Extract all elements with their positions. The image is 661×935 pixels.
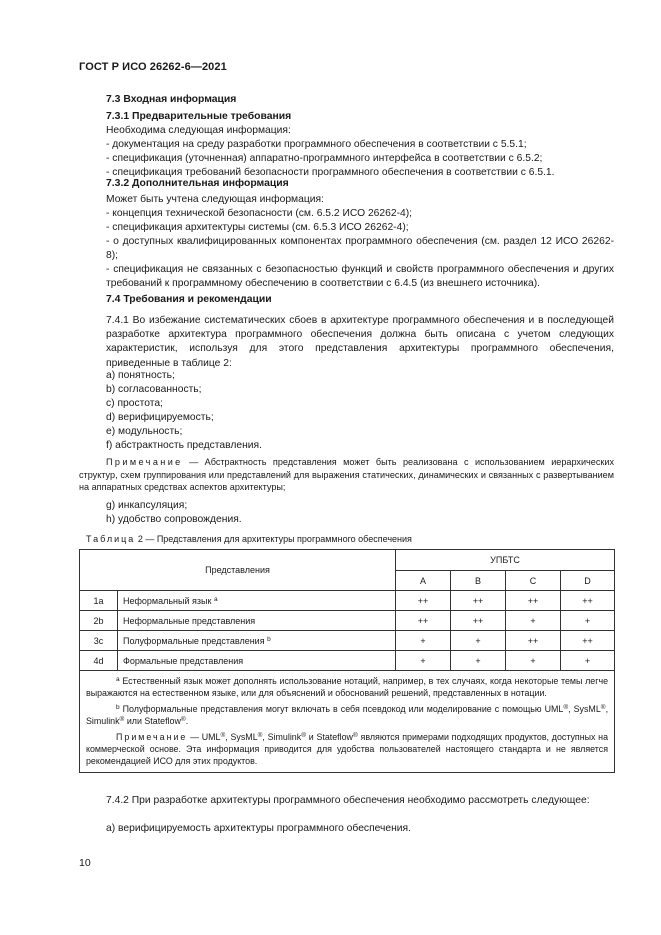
table-caption bbox=[86, 534, 412, 544]
section-7-3-2-heading: 7.3.2 Дополнительная информация bbox=[106, 178, 289, 189]
note-abstraction bbox=[79, 456, 614, 494]
row-name: Формальные представления bbox=[118, 651, 396, 671]
page-number: 10 bbox=[79, 857, 91, 869]
table-footnotes bbox=[80, 671, 615, 773]
cell-value: + bbox=[506, 611, 561, 631]
row-id: 3c bbox=[80, 631, 118, 651]
table-row bbox=[80, 651, 615, 671]
cell-value: ++ bbox=[506, 591, 561, 611]
cell-value: ++ bbox=[561, 631, 615, 651]
list-item: h) удобство сопровождения. bbox=[106, 514, 242, 525]
cell-value: + bbox=[396, 631, 451, 651]
cell-value: ++ bbox=[451, 611, 506, 631]
list-item: - концепция технической безопасности (см. 6.5.2 ИСО 26262-4); bbox=[106, 208, 413, 219]
cell-value: + bbox=[561, 611, 615, 631]
cell-value: + bbox=[451, 631, 506, 651]
section-7-3-2-intro: Может быть учтена следующая информация: bbox=[106, 194, 324, 205]
table-2 bbox=[79, 549, 615, 773]
note-label: Примечание bbox=[106, 457, 183, 467]
cell-value: ++ bbox=[451, 591, 506, 611]
section-7-3-1-intro: Необходима следующая информация: bbox=[106, 125, 291, 136]
column-header-asil: УПБТС bbox=[396, 550, 615, 571]
list-item: - документация на среду разработки программного обеспечения в соответствии с 5.5.1; bbox=[106, 139, 527, 150]
cell-value: + bbox=[506, 651, 561, 671]
table-row bbox=[80, 591, 615, 611]
list-item: b) согласованность; bbox=[106, 384, 202, 395]
list-item: g) инкапсуляция; bbox=[106, 500, 188, 511]
asil-level: D bbox=[561, 571, 615, 591]
paragraph-7-4-2: 7.4.2 При разработке архитектуры программного обеспечения необходимо рассмотреть следующее: bbox=[106, 795, 590, 806]
section-7-3-1-heading: 7.3.1 Предварительные требования bbox=[106, 111, 292, 122]
cell-value: ++ bbox=[396, 611, 451, 631]
cell-value: + bbox=[396, 651, 451, 671]
footnote-b: $^b$ Полуформальные представления могут включать в себя псевдокод или моделирование с помощью UML®, SysML®, Simulink® или Stateflow®. bbox=[86, 703, 609, 727]
table-note: Примечание — UML®, SysML®, Simulink® и Stateflow® являются примерами подходящих продуктов, доступных на коммерческой основе. Эта информация приводится для удобства пользователей настоящего стандарта и не является рекомендацией ИСО для этих продуктов. bbox=[86, 731, 609, 767]
list-item: - спецификация не связанных с безопасностью функций и свойств программного обеспечения и других требований к программному обеспечению в соответствии с 6.4.5 (из внешнего источника). bbox=[106, 264, 614, 290]
note-text: — Абстрактность представления может быть реализована с использованием иерархических структур, схем группирования или представлений для выражения статических, динамических и связанных с развертыванием на аппаратных средствах аспектов архитектуры; bbox=[79, 457, 614, 493]
table-row bbox=[80, 631, 615, 651]
footnote-a: $^a$ Естественный язык может дополнять использование нотаций, например, в тех случаях, когда некоторые темы легче выражаются на естественном языке, или для объяснений и обоснований решений, представленных в нотации. bbox=[86, 676, 609, 699]
asil-level: B bbox=[451, 571, 506, 591]
cell-value: ++ bbox=[561, 591, 615, 611]
row-name: Неформальный язык $^a$ bbox=[118, 591, 396, 611]
list-item: f) абстрактность представления. bbox=[106, 440, 262, 451]
row-name: Полуформальные представления $^b$ bbox=[118, 631, 396, 651]
row-name: Неформальные представления bbox=[118, 611, 396, 631]
cell-value: + bbox=[451, 651, 506, 671]
list-item: d) верифицируемость; bbox=[106, 412, 214, 423]
row-id: 1a bbox=[80, 591, 118, 611]
table-caption-text: 2 — Представления для архитектуры программного обеспечения bbox=[137, 534, 412, 544]
asil-level: C bbox=[506, 571, 561, 591]
section-7-4-heading: 7.4 Требования и рекомендации bbox=[106, 294, 272, 305]
list-item: а) понятность; bbox=[106, 370, 175, 381]
list-item: - спецификация (уточненная) аппаратно-программного интерфейса в соответствии с 6.5.2; bbox=[106, 153, 543, 164]
cell-value: ++ bbox=[506, 631, 561, 651]
row-id: 4d bbox=[80, 651, 118, 671]
list-item: - спецификация архитектуры системы (см. 6.5.3 ИСО 26262-4); bbox=[106, 222, 409, 233]
standard-header: ГОСТ Р ИСО 26262-6—2021 bbox=[79, 61, 227, 73]
table-caption-label: Таблица bbox=[86, 534, 136, 544]
table-row bbox=[80, 611, 615, 631]
list-item: а) верифицируемость архитектуры программного обеспечения. bbox=[106, 823, 411, 834]
column-header-representations: Представления bbox=[80, 550, 396, 591]
section-7-3-heading: 7.3 Входная информация bbox=[106, 94, 237, 105]
cell-value: + bbox=[561, 651, 615, 671]
list-item: е) модульность; bbox=[106, 426, 183, 437]
cell-value: ++ bbox=[396, 591, 451, 611]
list-item: - спецификация требований безопасности программного обеспечения в соответствии с 6.5.1. bbox=[106, 167, 555, 178]
row-id: 2b bbox=[80, 611, 118, 631]
list-item: - о доступных квалифицированных компонентах программного обеспечения (см. раздел 12 ИСО 26262-8); bbox=[106, 236, 614, 262]
asil-level: A bbox=[396, 571, 451, 591]
list-item: с) простота; bbox=[106, 398, 163, 409]
paragraph-7-4-1: 7.4.1 Во избежание систематических сбоев в архитектуре программного обеспечения и в последующей разработке архитектура программного обеспечения должна быть описана с учетом следующих характеристик, используя для этого представления архитектуры программного обеспечения, приведенные в таблице 2: bbox=[106, 315, 614, 369]
